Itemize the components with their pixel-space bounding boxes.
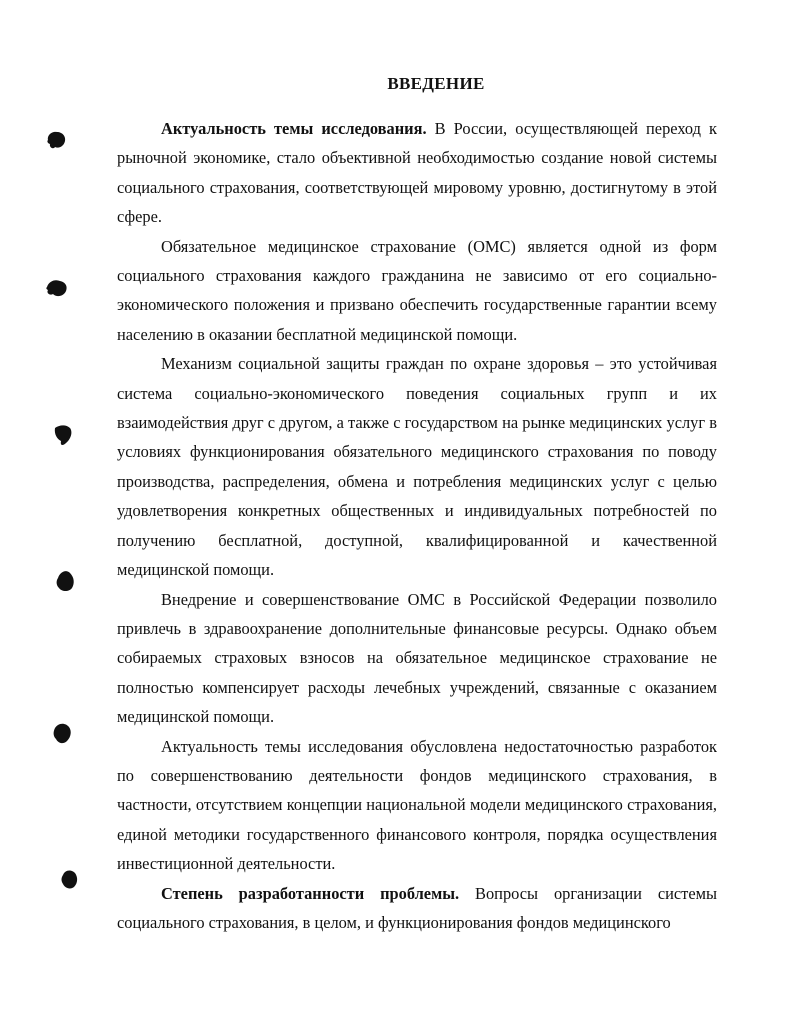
page-title: ВВЕДЕНИЕ (387, 74, 485, 93)
paragraph-text: Механизм социальной защиты граждан по охране здоровья – это устойчивая система социально-экономического поведения социальных групп и их взаимодействия друг с другом, а также с государством на рынке медицинских услуг в условиях функционирования обязательного медицинского страхования по поводу производства, распределения, обмена и потребления медицинских услуг с целью удовлетворения конкретных общественных и индивидуальных потребностей по получению бесплатной, доступной, квалифицированной и качественной медицинской помощи. (117, 354, 717, 580)
paragraph-text: Обязательное медицинское страхование (ОМС) является одной из форм социального страхования каждого гражданина не зависимо от его социально-экономического положения и призвано обеспечить государственные гарантии всему населению в оказании бесплатной медицинской помощи. (117, 236, 717, 344)
paragraph-text: Внедрение и совершенствование ОМС в Российской Федерации позволило привлечь в здравоохранение дополнительные финансовые ресурсы. Однако объем собираемых страховых взносов на обязательное медицинское страхование не полностью компенсирует расходы лечебных учреждений, связанные с оказанием медицинской помощи. (117, 589, 717, 727)
punch-hole-icon (44, 128, 64, 150)
punch-hole-icon (52, 422, 72, 444)
paragraph-relevance (117, 114, 717, 232)
document-body (117, 114, 717, 937)
paragraph-oms-implementation (117, 585, 717, 732)
paragraph-lead: Степень разработанности проблемы. (161, 883, 460, 903)
paragraph-text: В России, осуществляющей переход к рыночной экономике, стало объективной необходимостью создание новой системы социального страхования, соответствующей мировому уровню, достигнутому в этой сфере. (117, 119, 717, 227)
punch-hole-icon (54, 568, 74, 590)
punch-hole-icon (44, 276, 64, 298)
paragraph-text: Вопросы организации системы социального страхования, в целом, и функционирования фондов медицинского (117, 883, 717, 932)
paragraph-relevance-reasons (117, 732, 717, 879)
punch-hole-icon (50, 720, 70, 742)
paragraph-problem-degree (117, 879, 717, 938)
paragraph-text: Актуальность темы исследования обусловлена недостаточностью разработок по совершенствованию деятельности фондов медицинского страхования, в частности, отсутствием концепции национальной модели медицинского страхования, единой методики государственного финансового контроля, порядка осуществления инвестиционной деятельности. (117, 736, 717, 874)
paragraph-lead: Актуальность темы исследования. (161, 119, 427, 138)
paragraph-oms-definition (117, 232, 717, 350)
paragraph-social-protection (117, 349, 717, 584)
punch-hole-icon (58, 866, 78, 888)
